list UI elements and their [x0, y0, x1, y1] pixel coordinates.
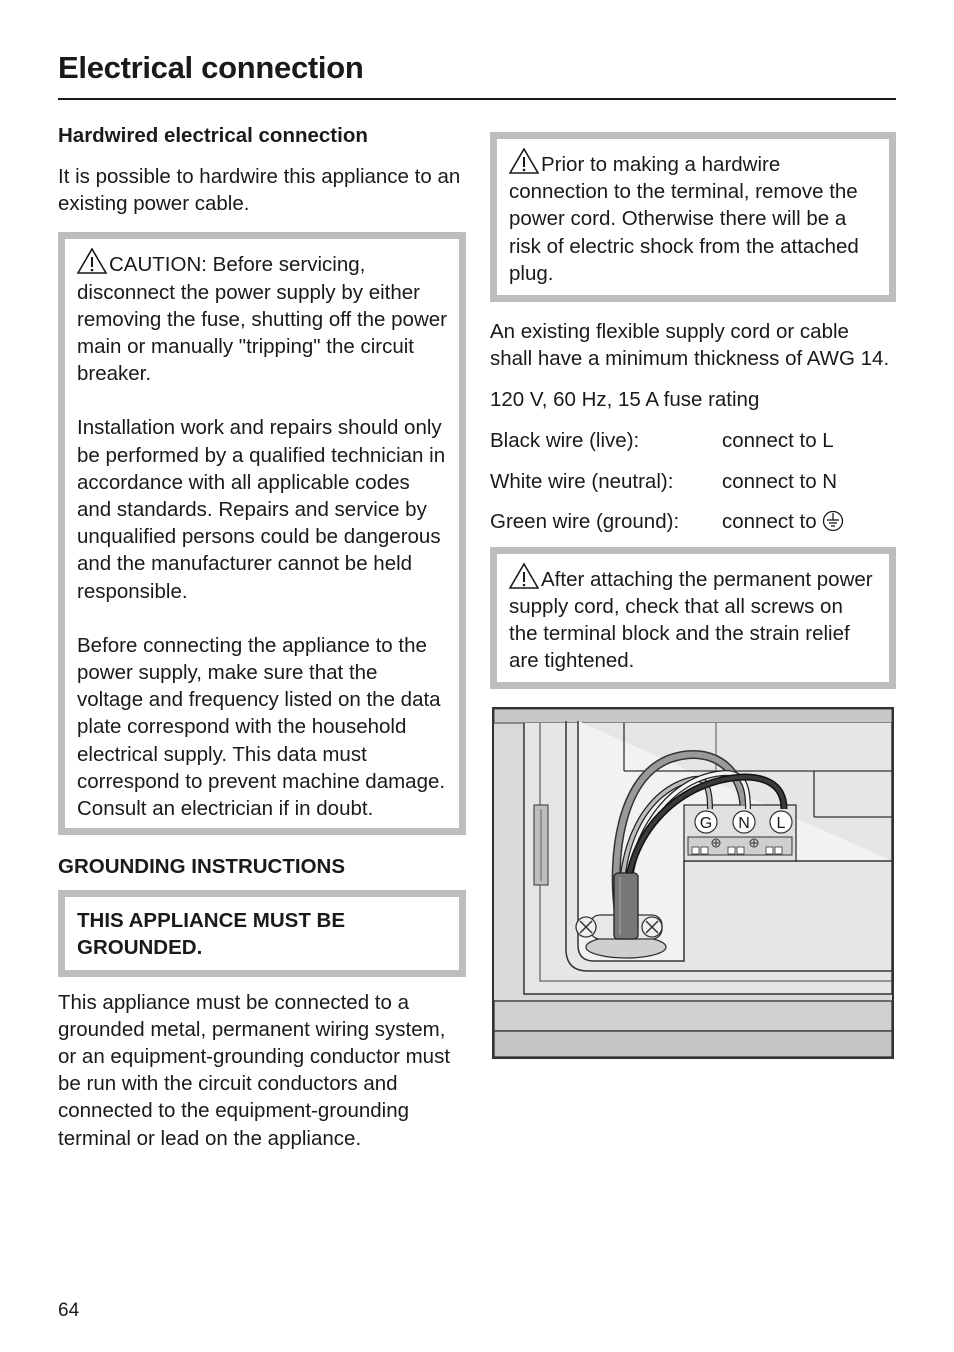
wire-label: White wire (neutral): [490, 469, 674, 493]
terminal-g-text: G [699, 815, 713, 833]
rating-text: 120 V, 60 Hz, 15 A fuse rating [490, 388, 760, 412]
warning-triangle-icon [509, 563, 539, 587]
terminal-label-g [695, 811, 717, 833]
terminal-block-illustration [492, 707, 894, 1059]
page-number: 64 [58, 1300, 80, 1321]
caution-paragraph-2: Installation work and repairs should only be performed by a qualified technician in accordance with all applicable codes and standards. Repairs and service by unqualified persons could be dangerous and the manufacturer cannot be held responsible. [77, 416, 446, 603]
ground-symbol-icon [822, 510, 844, 532]
wire-value: connect to L [722, 428, 834, 452]
terminal-l-text: L [776, 815, 786, 833]
caution-paragraph-1 [77, 248, 447, 387]
wire-value: connect to N [722, 469, 838, 493]
hardwired-heading: Hardwired electrical connection [58, 124, 368, 147]
grounded-box-text: THIS APPLIANCE MUST BE GROUNDED. [77, 909, 346, 960]
wire-row-neutral [490, 468, 896, 495]
terminal-n-text: N [738, 815, 750, 833]
title-divider [58, 98, 896, 100]
wire-value [722, 508, 844, 535]
grounding-heading: GROUNDING INSTRUCTIONS [58, 855, 345, 879]
wire-row-ground [490, 508, 896, 535]
terminal-illustration-svg [494, 709, 892, 1057]
right-column [490, 122, 896, 1059]
wire-list [490, 427, 896, 535]
grounded-box [58, 890, 466, 976]
wire-value-text: connect to [722, 509, 817, 533]
hardwired-intro: It is possible to hardwire this appliance to an existing power cable. [58, 165, 461, 216]
supply-cord-text: An existing flexible supply cord or cable shall have a minimum thickness of AWG 14. [490, 320, 890, 371]
left-column [58, 122, 466, 1152]
caution-box [58, 232, 466, 835]
terminal-label-n [733, 811, 755, 833]
warning-box-1 [490, 132, 896, 302]
caution-paragraph-3: Before connecting the appliance to the power supply, make sure that the voltage and frequency listed on the data plate correspond with the household electrical supply. This data must correspond to prevent machine damage. Consult an electrician if in doubt. [77, 633, 446, 821]
warning-triangle-icon [77, 248, 107, 272]
wire-row-live [490, 427, 896, 454]
warning-box-2 [490, 547, 896, 690]
warning-box-1-paragraph [509, 148, 877, 287]
page-title: Electrical connection [58, 50, 364, 85]
terminal-label-l [770, 811, 792, 833]
warning-triangle-icon [509, 148, 539, 172]
caution-text-1: CAUTION: Before servicing, disconnect the power supply by either removing the fuse, shutting off the power main or manually "tripping" the circuit breaker. [77, 253, 447, 386]
wire-label: Black wire (live): [490, 428, 640, 452]
warning-box-2-text: After attaching the permanent power supply cord, check that all screws on the terminal block and the strain relief are tightened. [509, 567, 873, 673]
warning-box-2-paragraph [509, 563, 877, 675]
wire-label: Green wire (ground): [490, 509, 680, 533]
warning-box-1-text: Prior to making a hardwire connection to the terminal, remove the power cord. Otherwise there will be a risk of electric shock from the attached plug. [509, 153, 859, 285]
grounding-text: This appliance must be connected to a grounded metal, permanent wiring system, or an equipment-grounding conductor must be run with the circuit conductors and connected to the equipment-grounding terminal or lead on the appliance. [58, 990, 451, 1150]
